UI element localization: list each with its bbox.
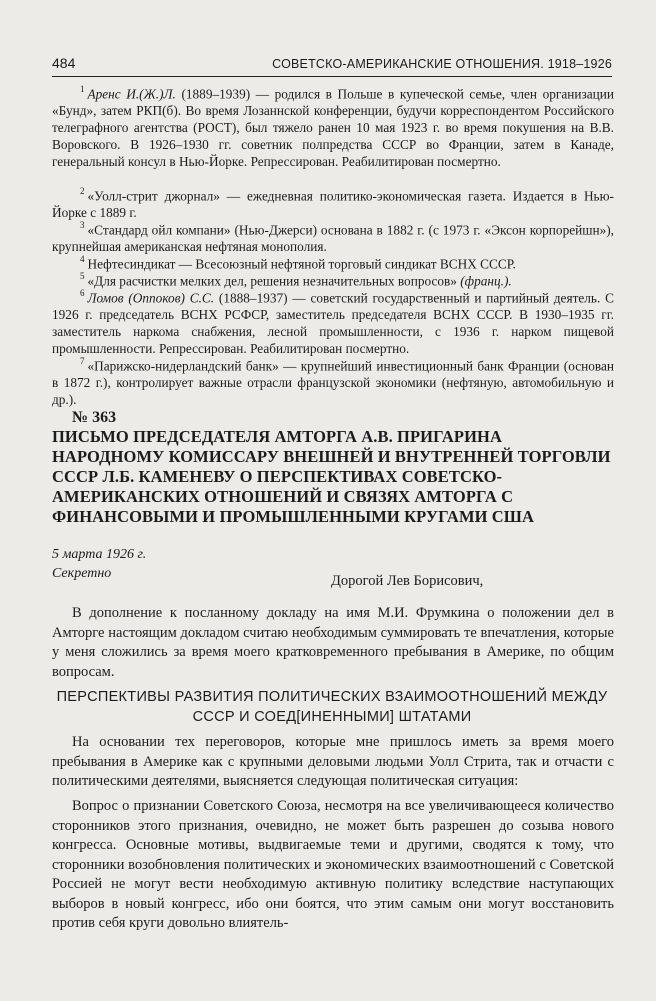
- section-title: ПЕРСПЕКТИВЫ РАЗВИТИЯ ПОЛИТИЧЕСКИХ ВЗАИМООТНОШЕНИЙ МЕЖДУ СССР И СОЕД[ИНЕННЫМИ] ШТАТАМИ: [56, 689, 608, 725]
- footnote-1: [52, 82, 614, 170]
- running-title: СОВЕТСКО-АМЕРИКАНСКИЕ ОТНОШЕНИЯ. 1918–1926: [272, 57, 612, 71]
- footnote-text: «Парижско-нидерландский банк» — крупнейший инвестиционный банк Франции (основан в 1872 г.), контролирует важные отрасли французской экономики (нефтяную, автомобильную и др.).: [52, 358, 614, 408]
- footnote-text: (1889–1939) — родился в Польше в купеческой семье, член организации «Бунд», затем РКП(б). Во время Лозаннской конференции, будучи корреспондентом Российского телеграфного агентства (РОСТ), был тяжело ранен 10 мая 1923 г. во время покушения на В.В. Воровского. В 1926–1930 гг. советник полпредства СССР во Франции, затем в Канаде, генеральный консул в Нью-Йорке. Репрессирован. Реабилитирован посмертно.: [52, 86, 614, 170]
- footnote-marker: 4: [80, 254, 85, 264]
- footnote-2: [52, 184, 614, 221]
- footnote-person-name: Ломов (Оппоков) С.С.: [87, 290, 215, 306]
- body-paragraph-2: Вопрос о признании Советского Союза, несмотря на все увеличивающееся количество сторонников этого признания, очевидно, не может быть разрешен до созыва нового конгресса. Основные мотивы, выдвигаемые теми и другими, сводятся к тому, что сторонники возобновления политических и экономических взаимоотношений с Советской Россией не могут вести необходимую активную политику вследствие наступающих выборов в новый конгресс, ибо они боятся, что этим самым они могут восстановить против себя круги довольно влиятель-: [52, 798, 614, 931]
- footnote-text: «Для расчистки мелких дел, решения незначительных вопросов»: [87, 273, 461, 289]
- document-classification: Секретно: [52, 566, 112, 581]
- footnote-marker: 2: [80, 186, 85, 196]
- salutation: Дорогой Лев Борисович,: [331, 573, 484, 589]
- footnote-marker: 6: [80, 288, 85, 298]
- document-date: 5 марта 1926 г.: [52, 547, 147, 562]
- footnote-7: [52, 354, 614, 408]
- footnote-6: [52, 286, 614, 357]
- footnote-marker: 1: [80, 84, 85, 94]
- footnote-text: Нефтесиндикат — Всесоюзный нефтяной торговый синдикат ВСНХ СССР.: [87, 256, 516, 272]
- footnote-marker: 5: [80, 271, 85, 281]
- page-header: [52, 55, 612, 77]
- document-number: № 363: [72, 409, 117, 426]
- footnote-language-note: (франц.).: [460, 273, 512, 289]
- page-number: 484: [52, 55, 76, 71]
- footnote-3: [52, 218, 614, 255]
- footnote-text: «Уолл-стрит джорнал» — ежедневная политико-экономическая газета. Издается в Нью-Йорке с 1889 г.: [52, 188, 614, 221]
- body-paragraph-1: На основании тех переговоров, которые мне пришлось иметь за время моего пребывания в Америке как с крупными деловыми людьми Уолл Стрита, так и отчасти с политическими деятелями, выясняется следующая политическая ситуация:: [52, 734, 614, 789]
- footnote-marker: 7: [80, 356, 85, 366]
- footnote-marker: 3: [80, 220, 85, 230]
- intro-paragraph: В дополнение к посланному докладу на имя М.И. Фрумкина о положении дел в Амторге настоящим докладом считаю необходимым суммировать те впечатления, которые у меня сложились за время моего кратковременного пребывания в Америке, по общим вопросам.: [52, 605, 614, 680]
- document-title: ПИСЬМО ПРЕДСЕДАТЕЛЯ АМТОРГА А.В. ПРИГАРИНА НАРОДНОМУ КОМИССАРУ ВНЕШНЕЙ И ВНУТРЕННЕЙ ТОРГОВЛИ СССР Л.Б. КАМЕНЕВУ О ПЕРСПЕКТИВАХ СОВЕТСКО-АМЕРИКАНСКИХ ОТНОШЕНИЙ И СВЯЗЯХ АМТОРГА С ФИНАНСОВЫМИ И ПРОМЫШЛЕННЫМИ КРУГАМИ США: [52, 427, 611, 526]
- footnote-text: (1888–1937) — советский государственный и партийный деятель. С 1926 г. председатель ВСНХ РСФСР, заместитель председателя ВСНХ СССР. В 1930–1935 гг. заместитель наркома снабжения, лесной промышленности, с 1936 г. нарком пищевой промышленности. Репрессирован. Реабилитирован посмертно.: [52, 290, 614, 357]
- footnote-text: «Стандард ойл компани» (Нью-Джерси) основана в 1882 г. (с 1973 г. «Эксон корпорейшн»), крупнейшая американская нефтяная монополия.: [52, 222, 614, 255]
- footnote-person-name: Аренс И.(Ж.)Л.: [87, 86, 176, 102]
- header-rule: [52, 76, 612, 77]
